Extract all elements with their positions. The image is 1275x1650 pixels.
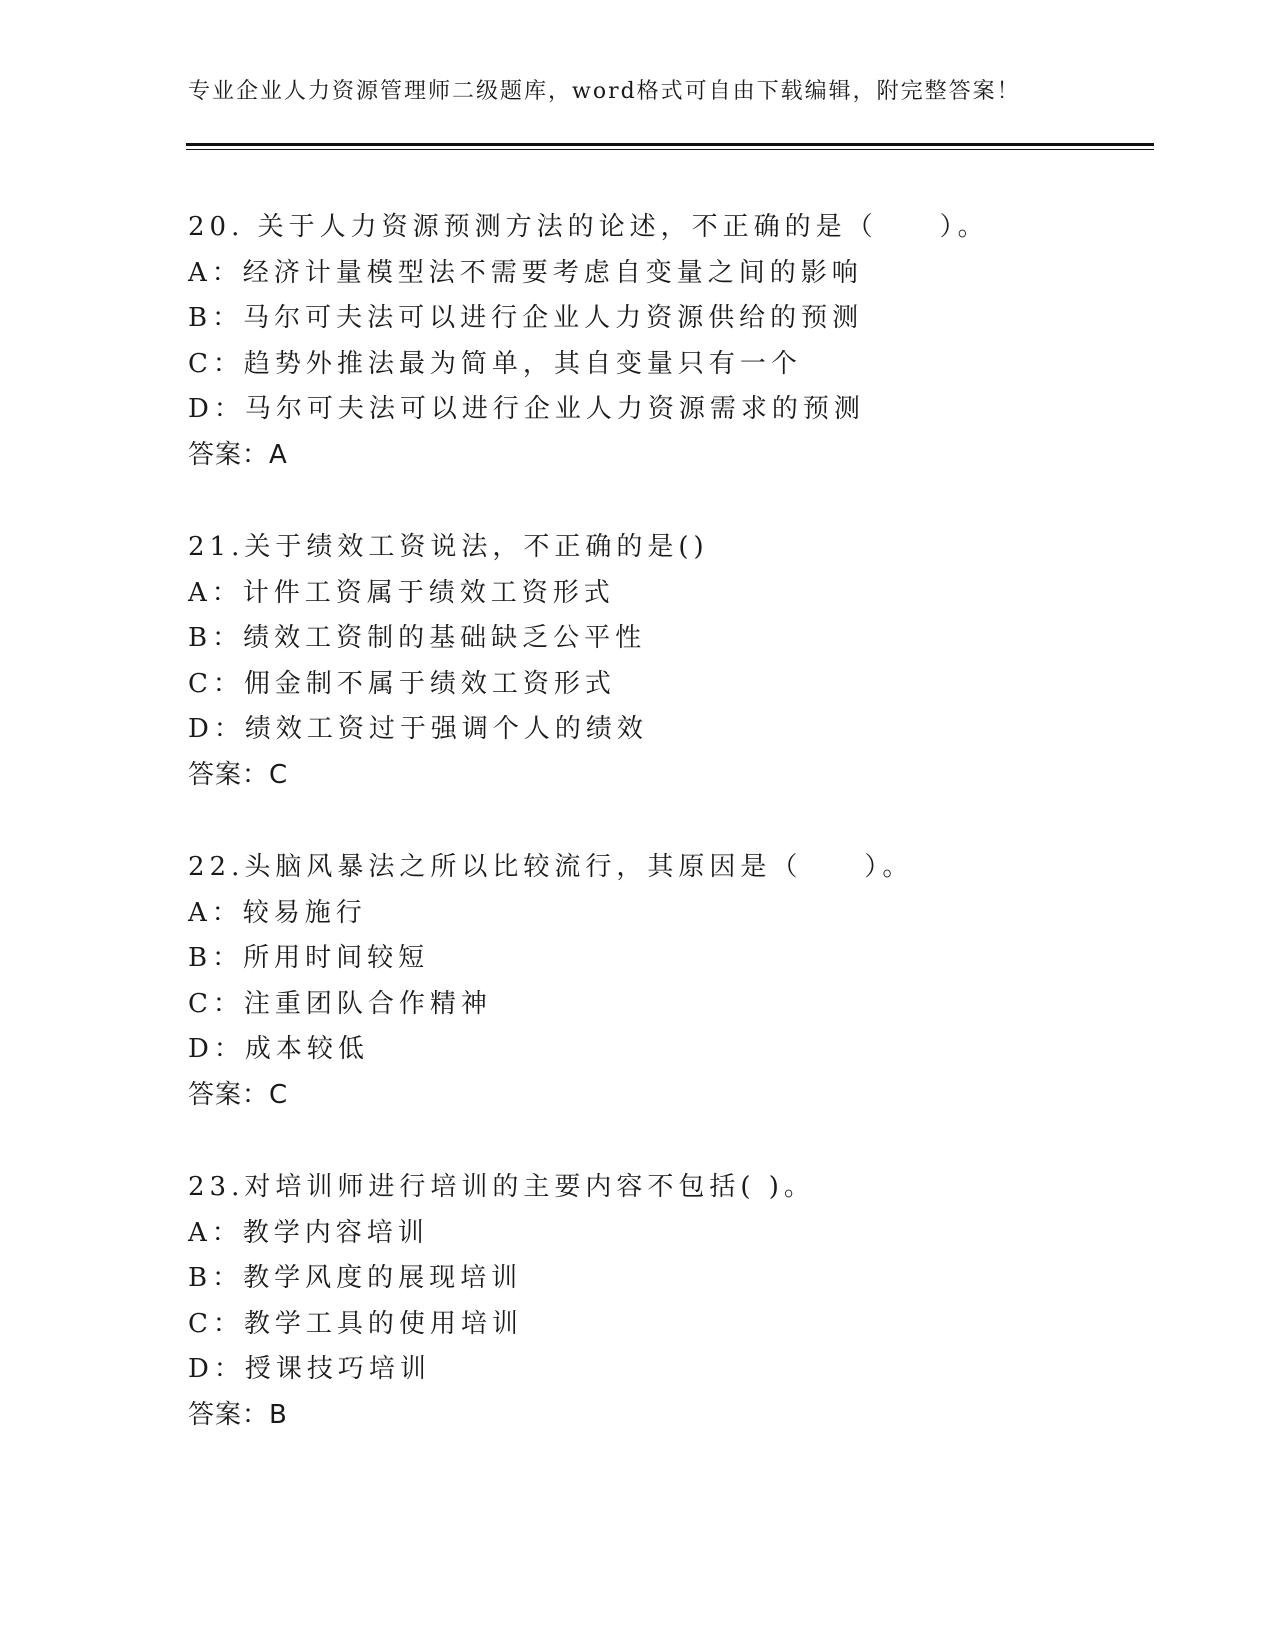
question-stem: 21.关于绩效工资说法，不正确的是()	[188, 532, 709, 562]
question-stem: 23.对培训师进行培训的主要内容不包括( )。	[188, 1172, 815, 1202]
question-stem: 22.头脑风暴法之所以比较流行，其原因是（ ）。	[188, 852, 914, 882]
answer-label: 答案：C	[188, 759, 289, 790]
option-a: A：计件工资属于绩效工资形式	[188, 577, 615, 608]
option-c: C：注重团队合作精神	[188, 988, 492, 1019]
question-23	[188, 1165, 1148, 1485]
option-b: B：所用时间较短	[188, 943, 430, 973]
option-c: C：教学工具的使用培训	[188, 1308, 523, 1339]
option-d: D：授课技巧培训	[188, 1354, 431, 1384]
option-a: A：经济计量模型法不需要考虑自变量之间的影响	[188, 257, 863, 288]
question-stem: 20. 关于人力资源预测方法的论述，不正确的是（ ）。	[188, 212, 989, 242]
question-22	[188, 845, 1148, 1165]
answer-label: 答案：C	[188, 1079, 289, 1110]
option-c: C：趋势外推法最为简单，其自变量只有一个	[188, 348, 802, 379]
option-d: D：绩效工资过于强调个人的绩效	[188, 714, 648, 744]
option-b: B：绩效工资制的基础缺乏公平性	[188, 623, 647, 653]
option-b: B：马尔可夫法可以进行企业人力资源供给的预测	[188, 303, 864, 333]
option-a: A：较易施行	[188, 897, 367, 928]
option-b: B：教学风度的展现培训	[188, 1263, 523, 1293]
option-a: A：教学内容培训	[188, 1217, 429, 1248]
option-d: D：马尔可夫法可以进行企业人力资源需求的预测	[188, 394, 865, 424]
header-rule-thin	[186, 149, 1154, 150]
answer-label: 答案：A	[188, 439, 288, 470]
header-rule-thick	[186, 143, 1154, 146]
question-21	[188, 525, 1148, 845]
option-c: C：佣金制不属于绩效工资形式	[188, 668, 616, 699]
option-d: D：成本较低	[188, 1034, 369, 1064]
page-header: 专业企业人力资源管理师二级题库，word格式可自由下载编辑，附完整答案！	[188, 79, 1021, 104]
question-20	[188, 205, 1148, 525]
question-list	[188, 205, 1148, 1485]
answer-label: 答案：B	[188, 1399, 288, 1430]
